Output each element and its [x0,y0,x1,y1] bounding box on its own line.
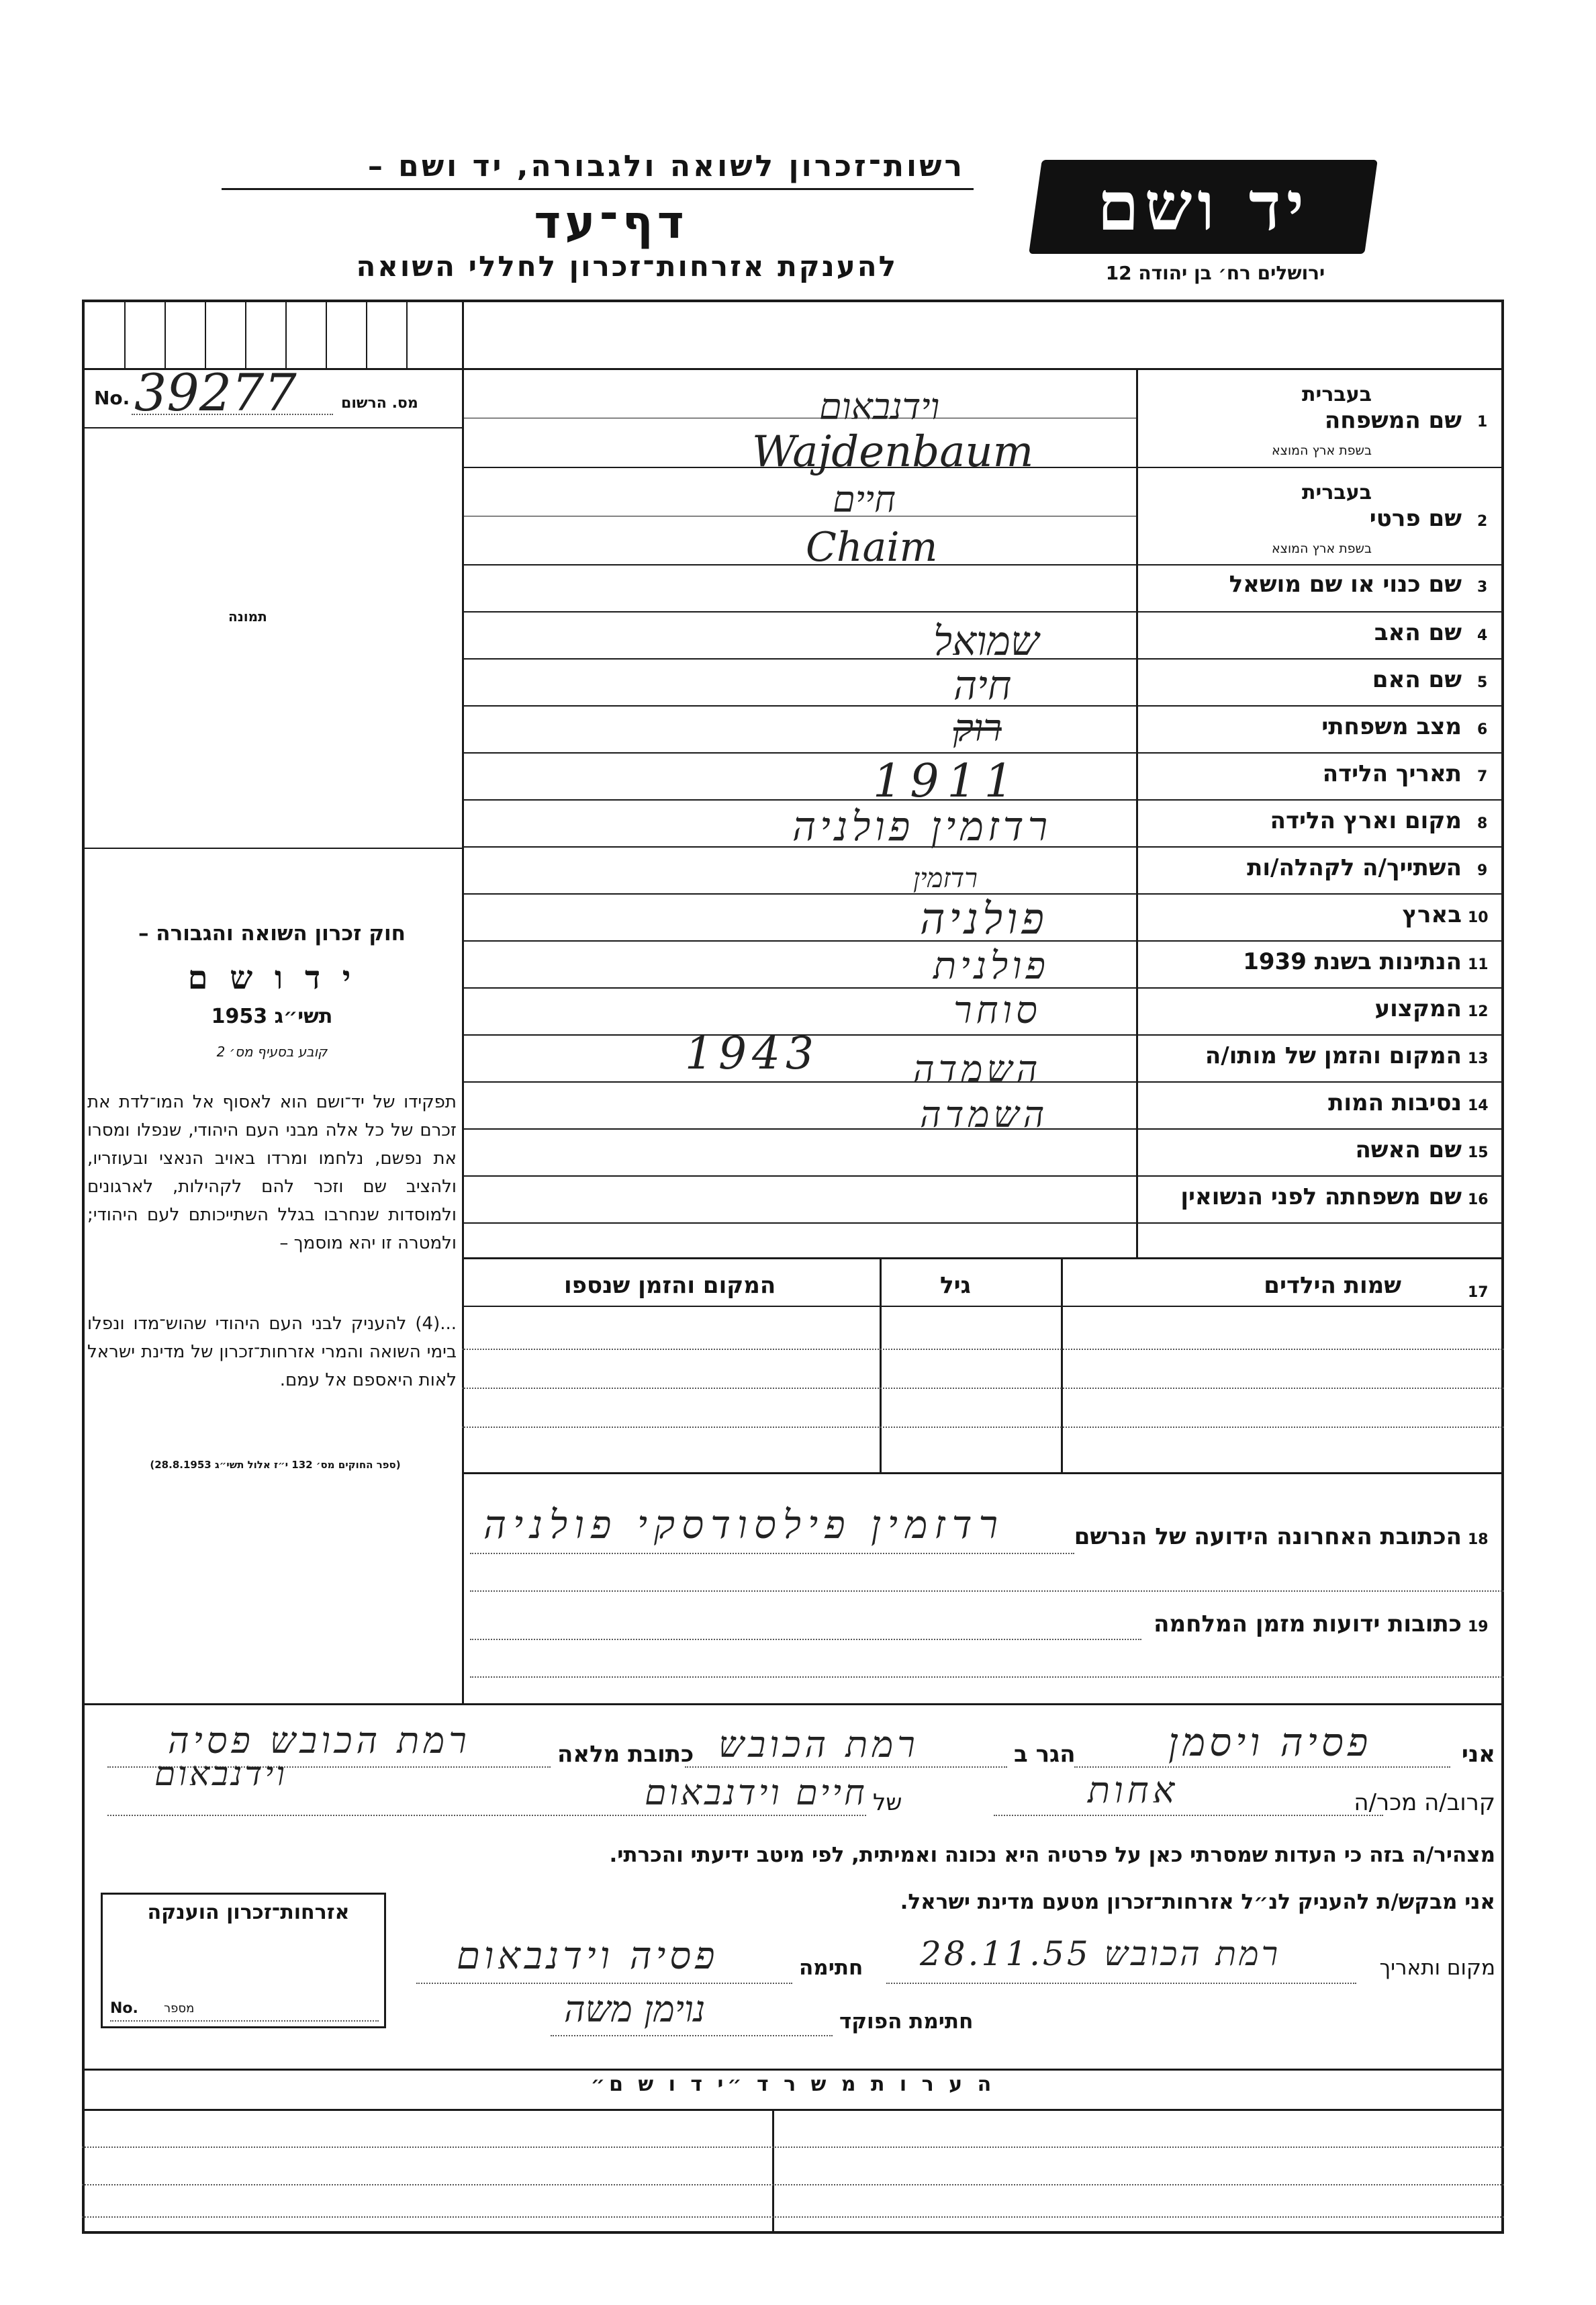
field-8-label: מקום וארץ הלידה [1270,807,1462,834]
children-col-age: גיל [940,1272,971,1299]
address-line: ירושלים רח׳ בן יהודה 12 [1105,262,1325,284]
form-subtitle: להענקת אזרחות־זכרון לחללי השואה [356,250,898,283]
field-10-label: בארץ [1402,901,1462,928]
children-col-place: המקום והזמן שנספו [564,1272,776,1299]
declaration-resides-label: הגר ב [1014,1741,1076,1768]
field-13-value: השמדה [913,1048,1042,1090]
citizenship-number-label: מספר [164,2001,195,2016]
citizenship-no-label: No. [110,2000,138,2017]
field-1-label: שם המשפחה [1324,407,1462,434]
declaration-full-address-label: כתובת מלאה [557,1741,694,1768]
field-4-value: שמואל [933,618,1039,665]
law-paragraph-2: ...(4) להעניק לבני העם היהודי שהוש־מדו ונפלו בימי השואה והמרי אזרחות־זכרון של מדינת ישראל לאות היאספם אל עמם. [87,1314,457,1390]
field-8-number: 8 [1477,815,1488,832]
field-1-value-hebrew: וידנבאום [819,386,940,428]
field-15-number: 15 [1468,1144,1489,1161]
law-paragraph-1: תפקידו של יד־ושם הוא לאסוף אל המו־לדת את זכרם של כל אלה מבני העם היהודי, שנפלו ומסרו את נפשם, נלחמו ומרדו באויב הנאצי ובעוזריו, ולהציב שם וזכר להם לקהילות, לארגונים ולמוסדות שנחרבו בגלל השתייכותם לעם היהודי; ולמטרה זו יהא מוסמך – [87,1092,457,1253]
field-2-value-hebrew: חיים [833,478,896,521]
reg-label: מס. הרשום [341,395,418,412]
children-col-names: שמות הילדים [1264,1272,1401,1299]
officer-signature-label: חתימת הפוקד [839,2009,974,2034]
declarant-name: פסיה ויסמן [1168,1719,1372,1765]
field-3-label: שם כנוי או שם מושאל [1229,571,1462,598]
field-2-foreign-sub: בשפת ארץ המוצא [1271,541,1372,556]
field-11-number: 11 [1468,956,1489,973]
field-18-number: 18 [1468,1531,1489,1548]
field-9-label: השתייך/ה לקהלה/ות [1247,854,1462,881]
field-18-value: רדזמין פילסודסקי פולניה [483,1502,1004,1547]
field-9-number: 9 [1477,862,1488,879]
photo-label: תמונה [228,608,267,625]
place-date-label: מקום ותאריך [1379,1956,1495,1980]
declarant-full-address: רמת הכובש פסיה [168,1719,471,1762]
declarant-city: רמת הכובש [718,1723,919,1766]
declaration-ani-label: אני [1461,1741,1495,1768]
declaration-of-name: חיים וידנבאום [645,1773,867,1813]
law-clause: קובע בסעיף מס׳ 2 [216,1044,328,1060]
field-6-value: רוק [953,707,1002,750]
field-10-value: פולניה [920,895,1048,944]
declarant-relation: אחות [1088,1769,1179,1811]
law-year: תשי״ג 1953 [211,1005,333,1028]
field-3-number: 3 [1477,579,1488,596]
field-16-number: 16 [1468,1191,1489,1208]
field-19-label: כתובות ידועות מזמן המלחמה [1154,1611,1462,1637]
field-11-label: הנתינות בשנת 1939 [1243,948,1462,975]
field-5-value: חיה [953,662,1012,709]
field-12-number: 12 [1468,1003,1489,1020]
field-12-label: המקצוע [1374,995,1462,1022]
children-divider-2 [1061,1257,1063,1472]
law-title: חוק זכרון השואה והגבורה – [138,921,406,946]
field-7-label: תאריך הלידה [1322,760,1462,787]
field-15-label: שם האשה [1355,1136,1462,1163]
field-6-number: 6 [1477,721,1488,738]
field-19-number: 19 [1468,1619,1489,1635]
left-column-divider [462,300,464,1703]
field-14-number: 14 [1468,1097,1489,1114]
place-date-value: רמת הכובש 28.11.55 [920,1934,1281,1973]
field-1-value-foreign: Wajdenbaum [752,427,1034,477]
field-17-number: 17 [1468,1284,1489,1301]
office-notes-title: ה ע ר ו ת מ ש ר ד ״י ד ו ש ם״ [590,2073,996,2096]
field-11-value: פולנית [933,944,1049,988]
declaration-relative-label: קרוב/ה מכר/ה [1354,1789,1495,1816]
form-title: דף־עד [534,196,688,249]
reg-number-value: 39277 [134,363,297,422]
field-16-label: שם משפחתה לפני הנשואין [1180,1183,1462,1210]
field-1-foreign-sub: בשפת ארץ המוצא [1271,443,1372,458]
signature-label: חתימה [799,1956,863,1980]
officer-signature-value: נוימן משה [564,1988,706,2030]
field-13-label: המקום והזמן של מותו/ה [1205,1042,1462,1069]
signature-value: פסיה וידנבאום [457,1934,719,1978]
citizenship-box-title: אזרחות־זכרון הוענקה [147,1901,350,1924]
field-2-value-foreign: Chaim [806,524,938,571]
field-18-label: הכתובת האחרונה הידועה של הנרשם [1074,1523,1462,1550]
field-8-value: רדזמין פולניה [792,803,1052,850]
header-rule [222,188,974,190]
declaration-statement-2: אני מבקש/ת להעניק לנ״ל אזרחות־זכרון מטעם מדינת ישראל. [900,1890,1495,1914]
field-14-label: נסיבות המות [1328,1089,1462,1116]
field-4-number: 4 [1477,627,1488,644]
field-13-number: 13 [1468,1050,1489,1067]
authority-line: רשות־זכרון לשואה ולגבורה, יד ושם – [367,149,965,183]
field-12-value: סוחר [953,989,1041,1032]
field-1-number: 1 [1477,414,1488,431]
yad-vashem-logo [1029,160,1378,254]
field-10-number: 10 [1468,909,1489,926]
field-9-value: רדזמין [913,863,978,894]
field-7-number: 7 [1477,768,1488,785]
field-5-label: שם האם [1372,666,1462,693]
field-13-year: 1943 [685,1028,819,1079]
declaration-of-surname: וידנבאום [154,1754,288,1793]
law-name: י ד ו ש ם [187,959,357,997]
label-column-divider [1136,368,1138,1258]
field-5-number: 5 [1477,674,1488,691]
field-4-label: שם האב [1374,619,1462,646]
field-2-hebrew-sub: בעברית [1302,481,1372,504]
field-6-label: מצב משפחתי [1321,713,1462,740]
field-1-hebrew-sub: בעברית [1302,383,1372,406]
logo-text: יד ושם [1097,167,1310,246]
declaration-statement-1: מצהיר/ה בזה כי העדות שמסרתי כאן על פרטיה היא נכונה ואמיתית, לפי מיטב ידיעתי והכרתי. [609,1843,1495,1867]
reg-no-label: No. [94,387,130,409]
field-7-value: 1911 [873,755,1022,808]
field-2-label: שם פרטי [1369,505,1462,532]
field-2-number: 2 [1477,513,1488,530]
law-citation: (ספר החוקים מס׳ 132 י״ז אלול תשי״ג 28.8.1953) [150,1459,401,1471]
declaration-of-label: של [873,1789,902,1816]
field-14-value: השמדה [920,1093,1049,1136]
children-divider-1 [880,1257,882,1472]
